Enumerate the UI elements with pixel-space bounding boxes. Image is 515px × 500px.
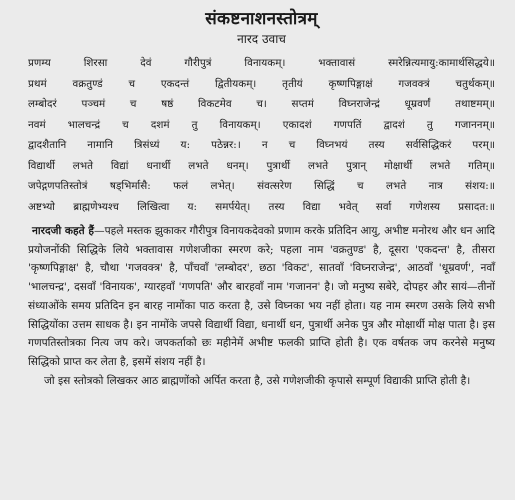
verse-line: द्वादशैतानि नामानि त्रिसंध्यं य: पठेन्नर:। न च विघ्नभयं तस्य सर्वसिद्धिकरं परम्॥ (28, 139, 495, 151)
verse-line: जपेद्गणपतिस्तोत्रं षड्भिर्मासै: फलं लभेत्। संवत्सरेण सिद्धिं च लभते नात्र संशय:॥ (28, 180, 495, 192)
stotra-verses (28, 53, 495, 217)
document-subtitle: नारद उवाच (237, 32, 286, 46)
commentary-lead: नारदजी कहते हैं (32, 225, 95, 237)
verse-line: प्रथमं वक्रतुण्डं च एकदन्तं द्वितीयकम्। तृतीयं कृष्णपिङ्गाक्षं गजवक्त्रं चतुर्थकम्॥ (28, 77, 495, 90)
commentary-paragraph (28, 222, 495, 372)
verse-line: विद्यार्थी लभते विद्यां धनार्थी लभते धनम्। पुत्रार्थी लभते पुत्रान् मोक्षार्थी लभते गतिम्॥ (28, 159, 495, 172)
document-title: संकष्टनाशनस्तोत्रम् (205, 9, 318, 29)
commentary-translation (28, 222, 495, 390)
verse-line: नवमं भालचन्द्रं च दशमं तु विनायकम्। एकादशं गणपतिं द्वादशं तु गजाननम्॥ (28, 118, 495, 131)
commentary-paragraph: जो इस स्तोत्रको लिखकर आठ ब्राह्मणोंको अर्पित करता है, उसे गणेशजीकी कृपासे सम्पूर्ण विद्याकी प्राप्ति होती है। (44, 374, 471, 387)
verse-line: अष्टभ्यो ब्राह्मणेभ्यश्च लिखित्वा य: समर्पयेत्। तस्य विद्या भवेत् सर्वा गणेशस्य प्रसादत:॥ (28, 200, 495, 213)
verse-line: लम्बोदरं पञ्चमं च षष्ठं विकटमेव च। सप्तमं विघ्नराजेन्द्रं धूम्रवर्णं तथाष्टमम्॥ (28, 98, 495, 110)
verse-line: प्रणम्य शिरसा देवं गौरीपुत्रं विनायकम्। भक्तावासं स्मरेन्नित्यमायु:कामार्थसिद्धये॥ (28, 57, 495, 69)
commentary-text: —पहले मस्तक झुकाकर गौरीपुत्र विनायकदेवको प्रणाम करके प्रतिदिन आयु, अभीष्ट मनोरथ और धन आदि प्रयोजनोंकी सिद्धिके लिये भक्तावास गणेशजीका स्मरण करे; पहला नाम 'वक्रतुण्ड' है, दूसरा 'एकदन्त' है, तीसरा 'कृष्णपिङ्गाक्ष' है, चौथा 'गजवक्त्र' है, पाँचवाँ 'लम्बोदर', छठा 'विकट', सातवाँ 'विघ्नराजेन्द्र', आठवाँ 'धूम्रवर्ण', नवाँ 'भालचन्द्र', दसवाँ 'विनायक', ग्यारहवाँ 'गणपति' और बारहवाँ नाम 'गजानन' है। जो मनुष्य सबेरे, दोपहर और सायं—तीनों संध्याओंके समय प्रतिदिन इन बारह नामोंका पाठ करता है, उसे विघ्नका भय नहीं होता। यह नाम स्मरण उसके लिये सभी सिद्धियोंका उत्तम साधक है। इन नामोंके जपसे विद्यार्थी विद्या, धनार्थी धन, पुत्रार्थी अनेक पुत्र और मोक्षार्थी मोक्ष पाता है। इस गणपतिस्तोत्रका नित्य जप करे। जपकर्ताको छः महीनेमें अभीष्ट फलकी प्राप्ति होती है। एक वर्षतक जप करनेसे मनुष्य सिद्धिको प्राप्त कर लेता है, इसमें संशय नहीं है। (28, 225, 495, 368)
